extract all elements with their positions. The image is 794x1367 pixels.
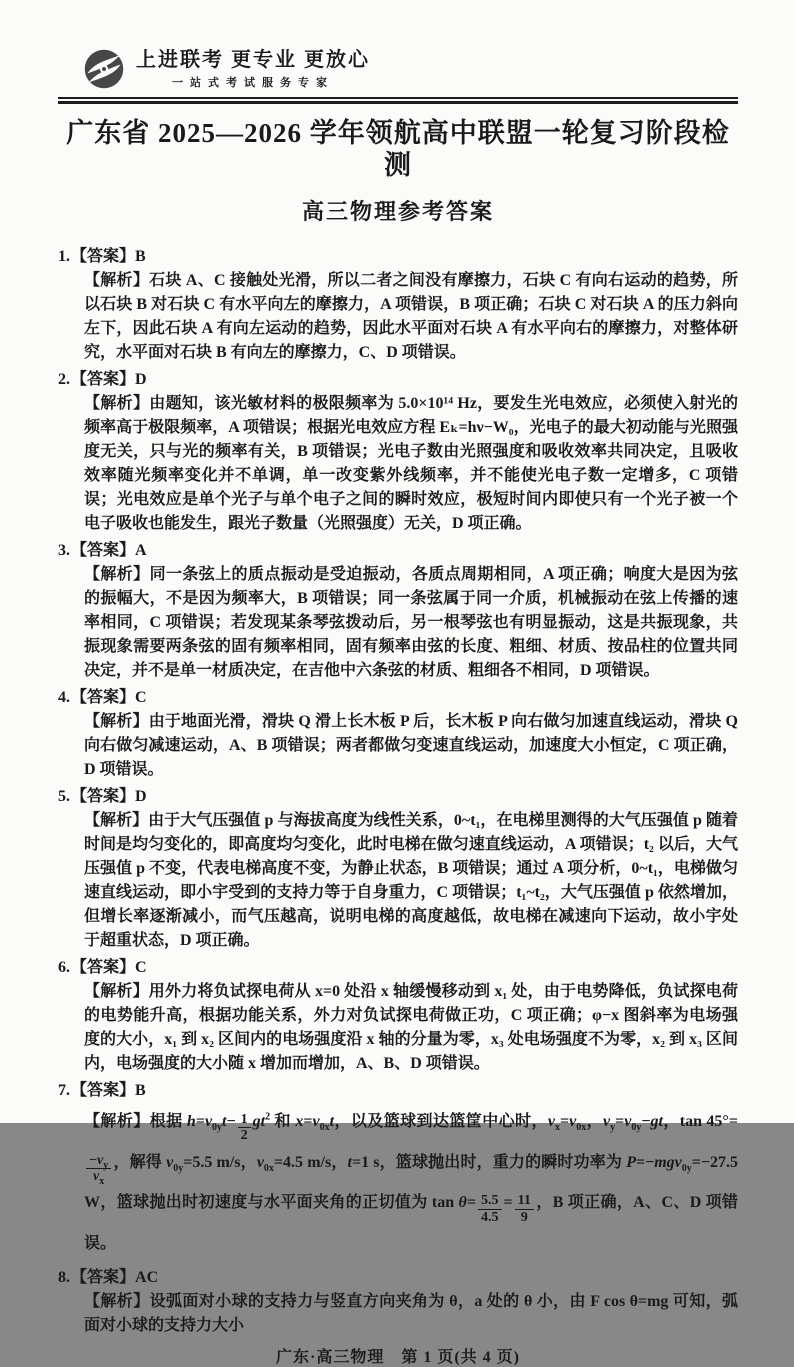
question-number: 6. bbox=[58, 959, 70, 977]
analysis-text: 由于大气压强值 p 与海拔高度为线性关系，0~t₁，在电梯里测得的大气压强值 p 随着时间是均匀变化的，即高度均匀变化，此时电梯在做匀速直线运动，A 项错误；t₂ 以后，大气压强值 p 不变，代表电梯高度不变，为静止状态，B 项错误；通过 A 项分析，0~t₁，电梯做匀速直线运动，即小宇受到的支持力等于自身重力，C 项错误；t₁~t₂，大气压强值 p 依然增加，但增长率逐渐减小，而气压越高，说明电梯的高度越低，故电梯在减速向下运动，故小宇处于超重状态，D 项正确。 bbox=[84, 812, 738, 950]
analysis-formula-text: 根据 $h=v_{0y}t-$ $\frac{1}{2}$ $gt^2$ 和 $x=v_{0x}t$，以及篮球到达篮筐中心时，$v_x=v_{0x}$，$v_y=v_{0y}-gt$，tan 45°= $\frac{-v_y}{v_x}$ ，解得 $v_{0y}=5.5$ m/s，$v_{0x}=4.5$ m/s，t=1 s，篮球抛出时，重力的瞬时功率为 P=−mgv$_{0y}$=−27.5 W，篮球抛出时初速度与水平面夹角的正切值为 tan θ= $\frac{5.5}{4.5}$ = $\frac{11}{9}$ ，B 项正确，A、C、D 项错误。 bbox=[84, 1111, 738, 1252]
answer-value: A bbox=[135, 542, 147, 560]
document-title: 广东省 2025—2026 学年领航高中联盟一轮复习阶段检测 bbox=[66, 118, 730, 180]
answer-item-4 bbox=[58, 686, 738, 782]
answer-value: D bbox=[135, 788, 147, 806]
page-header bbox=[58, 46, 738, 225]
analysis-paragraph bbox=[84, 1103, 738, 1263]
analysis-label: 【解析】 bbox=[84, 812, 149, 830]
answer-label: 【答案】 bbox=[71, 542, 136, 560]
answer-item-7 bbox=[58, 1079, 738, 1263]
answer-line bbox=[58, 1079, 738, 1103]
analysis-label: 【解析】 bbox=[84, 1292, 150, 1310]
answer-line bbox=[58, 539, 738, 563]
question-number: 2. bbox=[58, 371, 70, 389]
question-number: 1. bbox=[58, 248, 70, 266]
analysis-label: 【解析】 bbox=[84, 272, 150, 290]
answer-label: 【答案】 bbox=[71, 371, 136, 389]
question-number: 4. bbox=[58, 689, 70, 707]
analysis-paragraph bbox=[84, 392, 738, 536]
analysis-paragraph bbox=[84, 269, 738, 365]
analysis-label: 【解析】 bbox=[84, 1113, 150, 1131]
answer-line bbox=[58, 245, 738, 269]
answer-label: 【答案】 bbox=[71, 1268, 136, 1286]
answer-value: B bbox=[135, 248, 146, 266]
answer-label: 【答案】 bbox=[71, 1082, 136, 1100]
analysis-paragraph bbox=[84, 980, 738, 1076]
page-footer: 广东·高三物理 第 1 页(共 4 页) bbox=[276, 1348, 520, 1366]
analysis-label: 【解析】 bbox=[84, 566, 150, 584]
analysis-label: 【解析】 bbox=[84, 983, 149, 1001]
answer-item-8 bbox=[58, 1266, 738, 1338]
answer-label: 【答案】 bbox=[71, 959, 136, 977]
answer-item-2 bbox=[58, 368, 738, 536]
question-number: 8. bbox=[58, 1268, 70, 1286]
answer-value: B bbox=[135, 1082, 146, 1100]
answer-value: D bbox=[135, 371, 147, 389]
brand-text bbox=[136, 49, 370, 90]
answer-line bbox=[58, 956, 738, 980]
brand-tagline: 一站式考试服务专家 bbox=[172, 76, 334, 89]
document-subtitle: 高三物理参考答案 bbox=[301, 199, 494, 225]
answer-item-1 bbox=[58, 245, 738, 365]
answer-value: C bbox=[135, 689, 147, 707]
question-number: 7. bbox=[58, 1082, 70, 1100]
analysis-paragraph bbox=[84, 563, 738, 683]
analysis-text: 用外力将负试探电荷从 x=0 处沿 x 轴缓慢移动到 x₁ 处，由于电势降低，负试探电荷的电势能升高，根据功能关系，外力对负试探电荷做正功，C 项正确；φ−x 图斜率为电场强度的大小，x₁ 到 x₂ 区间内的电场强度沿 x 轴的分量为零，x₃ 处电场强度不为零，x₂ 到 x₃ 区间内，电场强度的大小随 x 增加而增加，A、B、D 项错误。 bbox=[84, 983, 738, 1073]
analysis-text: 由题知，该光敏材料的极限频率为 5.0×10¹⁴ Hz，要发生光电效应，必须使入射光的频率高于极限频率，A 项错误；根据光电效应方程 Eₖ=hν−W₀，光电子的最大初动能与光照强度无关，只与光的频率有关，B 项错误；光电子数由光照强度和吸收效率共同决定，且吸收效率随光频率变化并不单调，单一改变紫外线频率，并不能使光电子数一定增多，C 项错误；光电效应是单个光子与单个电子之间的瞬时效应，极短时间内即使只有一个光子被一个电子吸收也能发生，跟光子数量（光照强度）无关，D 项正确。 bbox=[84, 395, 738, 533]
answer-label: 【答案】 bbox=[71, 689, 136, 707]
answer-line bbox=[58, 1266, 738, 1290]
analysis-text: 由于地面光滑，滑块 Q 滑上长木板 P 后，长木板 P 向右做匀加速直线运动，滑块 Q 向右做匀减速运动，A、B 项错误；两者都做匀变速直线运动，加速度大小恒定，C 项正确，D 项错误。 bbox=[84, 713, 738, 779]
brand-row bbox=[82, 46, 738, 92]
analysis-paragraph bbox=[84, 809, 738, 953]
answer-line bbox=[58, 785, 738, 809]
analysis-paragraph bbox=[84, 710, 738, 782]
answer-value: C bbox=[135, 959, 147, 977]
answer-label: 【答案】 bbox=[71, 248, 136, 266]
analysis-text: 同一条弦上的质点振动是受迫振动，各质点周期相同，A 项正确；响度大是因为弦的振幅大，不是因为频率大，B 项错误；同一条弦属于同一介质，机械振动在弦上传播的速率相同，C 项错误；若发现某条琴弦拨动后，另一根琴弦也有明显振动，这是共振现象，共振现象需要两条弦的固有频率相同，固有频率由弦的长度、粗细、材质、按品柱的位置共同决定，并不是单一材质决定，在吉他中六条弦的材质、粗细各不相同，D 项错误。 bbox=[84, 566, 738, 680]
analysis-paragraph bbox=[84, 1290, 738, 1338]
answers-list bbox=[58, 245, 738, 1338]
question-number: 3. bbox=[58, 542, 70, 560]
analysis-label: 【解析】 bbox=[84, 713, 149, 731]
swirl-brand-icon bbox=[82, 47, 126, 91]
brand-slogan: 上进联考 更专业 更放心 bbox=[136, 48, 370, 71]
answer-item-6 bbox=[58, 956, 738, 1076]
header-divider bbox=[58, 97, 738, 104]
answer-line bbox=[58, 686, 738, 710]
answer-value: AC bbox=[135, 1268, 159, 1286]
analysis-text: 设弧面对小球的支持力与竖直方向夹角为 θ，a 处的 θ 小，由 F cos θ=mg 可知，弧面对小球的支持力大小 bbox=[84, 1292, 738, 1334]
answer-label: 【答案】 bbox=[71, 788, 136, 806]
answer-item-5 bbox=[58, 785, 738, 953]
analysis-label: 【解析】 bbox=[84, 395, 150, 413]
question-number: 5. bbox=[58, 788, 70, 806]
answer-line bbox=[58, 368, 738, 392]
analysis-text: 石块 A、C 接触处光滑，所以二者之间没有摩擦力，石块 C 有向右运动的趋势，所以石块 B 对石块 C 有水平向左的摩擦力，A 项错误，B 项正确；石块 C 对石块 A 的压力斜向左下，因此石块 A 有向左运动的趋势，因此水平面对石块 A 有水平向右的摩擦力，对整体研究，水平面对石块 B 有向左的摩擦力，C、D 项错误。 bbox=[84, 272, 738, 362]
answer-item-3 bbox=[58, 539, 738, 683]
